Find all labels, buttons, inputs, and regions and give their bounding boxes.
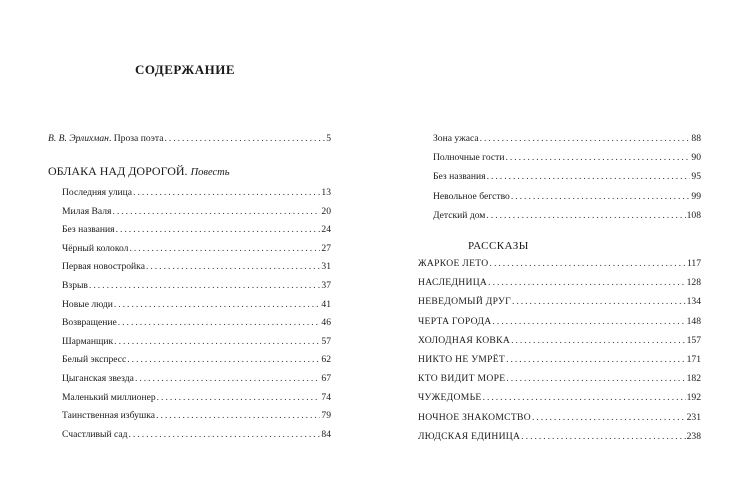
toc-entry-page: 157 [686,334,701,346]
toc-entry-page: 171 [686,354,701,365]
leader-dots [532,412,686,424]
toc-entry-label: Детский дом [433,209,486,221]
leader-dots [157,392,321,404]
toc-entry-label: ЧЕРТА ГОРОДА [418,315,492,327]
toc-entry-page: 20 [321,205,331,217]
toc-entry-label: Маленький миллионер [62,391,156,403]
leader-dots [164,133,325,145]
toc-entry[interactable] [62,299,331,311]
toc-entry[interactable] [418,354,701,366]
toc-entry[interactable] [62,336,331,348]
toc-entry-page: 84 [321,428,331,440]
toc-entry[interactable] [418,258,701,270]
toc-entry-page: 117 [686,258,701,269]
toc-entry[interactable] [62,317,331,329]
toc-entry-page: 74 [321,391,331,403]
toc-entry[interactable] [418,431,701,443]
leader-dots [146,261,320,273]
toc-entry[interactable] [62,373,331,385]
toc-entry-page: 41 [321,298,331,310]
toc-entry[interactable] [62,410,331,422]
leader-dots [127,354,320,366]
toc-entry-label: ЧУЖЕДОМЬЕ [418,392,482,404]
contents-title: СОДЕРЖАНИЕ [134,62,236,77]
toc-entry-label: Цыганская звезда [62,373,134,384]
toc-entry-page: 67 [321,373,331,384]
section-title: ОБЛАКА НАД ДОРОГОЙ. [48,164,188,178]
toc-entry-page: 148 [686,315,701,327]
leader-dots [112,206,320,218]
toc-entry-page: 99 [691,190,701,202]
toc-entry-label: Белый экспресс [62,354,127,366]
toc-entry-page: 238 [686,430,701,442]
toc-entry[interactable] [62,280,331,292]
toc-entry-intro[interactable] [48,133,331,145]
toc-entry-page: 79 [321,410,331,422]
toc-entry-page: 46 [321,317,331,329]
toc-entry-label: НИКТО НЕ УМРЁТ [418,354,506,365]
intro-author: В. В. Эрлихман [48,133,109,144]
toc-entry[interactable] [418,296,701,308]
section-heading-stories: РАССКАЗЫ [468,240,529,252]
toc-entry-page: 128 [686,277,701,289]
leader-dots [129,429,321,441]
toc-entry-label: КТО ВИДИТ МОРЕ [418,373,506,385]
toc-entry-label: НАСЛЕДНИЦА [418,277,488,289]
leader-dots [492,316,685,328]
leader-dots [506,373,685,385]
leader-dots [114,336,320,348]
toc-entry-label: Новые люди [62,298,113,310]
toc-entry-page: 13 [321,187,331,198]
toc-entry-page: 24 [321,224,331,236]
toc-entry[interactable] [62,224,331,236]
leader-dots [487,171,691,183]
leader-dots [486,210,685,222]
leader-dots [89,280,320,292]
toc-entry[interactable] [418,316,701,328]
toc-entry-label: НЕВЕДОМЫЙ ДРУГ [418,296,511,308]
toc-entry-label: Таинственная избушка [62,410,156,422]
toc-entry[interactable] [62,187,331,199]
toc-entry-page: 27 [321,242,331,254]
leader-dots [135,373,320,385]
toc-entry-page: 57 [321,335,331,347]
leader-dots [488,277,685,289]
toc-entry-label [48,133,163,145]
leader-dots [133,187,320,199]
leader-dots [480,133,691,145]
leader-dots [116,224,321,236]
leader-dots [156,410,320,422]
toc-entry-page: 88 [691,133,701,144]
toc-entry-label: ЖАРКОЕ ЛЕТО [418,258,489,269]
toc-entry-label: Полночные гости [433,152,505,164]
toc-entry-label: Невольное бегство [433,190,510,202]
toc-entry-page: 31 [321,261,331,273]
leader-dots [512,296,686,308]
leader-dots [505,152,690,164]
leader-dots [483,392,686,404]
toc-entry-page: 62 [321,354,331,366]
toc-entry[interactable] [433,152,701,164]
toc-entry-label: НОЧНОЕ ЗНАКОМСТВО [418,411,531,423]
toc-entry-label: Шарманщик [62,335,114,347]
toc-entry[interactable] [62,243,331,255]
leader-dots [511,191,691,203]
toc-entry-label: Взрыв [62,280,88,291]
toc-entry-label: Зона ужаса [433,133,479,144]
toc-entry-page: 192 [686,392,701,404]
leader-dots [129,243,320,255]
toc-entry[interactable] [418,277,701,289]
toc-entry-label: Счастливый сад [62,428,128,440]
leader-dots [118,317,321,329]
toc-entry-page: 90 [691,152,701,164]
toc-entry[interactable] [62,261,331,273]
toc-entry-label: Без названия [433,171,486,183]
leader-dots [521,431,685,443]
toc-entry-label: Без названия [62,224,115,236]
toc-entry-page: 5 [326,133,331,144]
toc-entry-label: Милая Валя [62,205,112,217]
toc-entry[interactable] [433,133,701,145]
toc-entry[interactable] [62,429,331,441]
toc-entry[interactable] [433,210,701,222]
toc-entry-label: Последняя улица [62,187,133,198]
toc-entry-label: ХОЛОДНАЯ КОВКА [418,334,511,346]
toc-entry-page: 134 [686,296,701,308]
leader-dots [114,299,321,311]
toc-entry-page: 108 [686,209,701,221]
toc-entry[interactable] [418,373,701,385]
leader-dots [511,335,686,347]
toc-entry[interactable] [418,392,701,404]
leader-dots [490,258,686,270]
toc-entry-page: 182 [686,373,701,385]
toc-entry-label: Первая новостройка [62,261,145,273]
section-subtitle: Повесть [190,167,230,178]
toc-entry[interactable] [62,392,331,404]
toc-entry[interactable] [418,335,701,347]
intro-title: . Проза поэта [108,133,164,144]
toc-entry-label: Чёрный колокол [62,242,129,254]
toc-entry-page: 95 [691,171,701,183]
toc-entry[interactable] [62,354,331,366]
toc-entry-page: 37 [321,280,331,291]
toc-entry-page: 231 [686,411,701,423]
toc-entry[interactable] [62,206,331,218]
toc-entry[interactable] [418,412,701,424]
toc-entry[interactable] [433,191,701,203]
toc-entry[interactable] [433,171,701,183]
toc-entry-label: ЛЮДСКАЯ ЕДИНИЦА [418,430,521,442]
toc-entry-label: Возвращение [62,317,117,329]
section-heading-novella [48,164,230,179]
leader-dots [506,354,686,366]
